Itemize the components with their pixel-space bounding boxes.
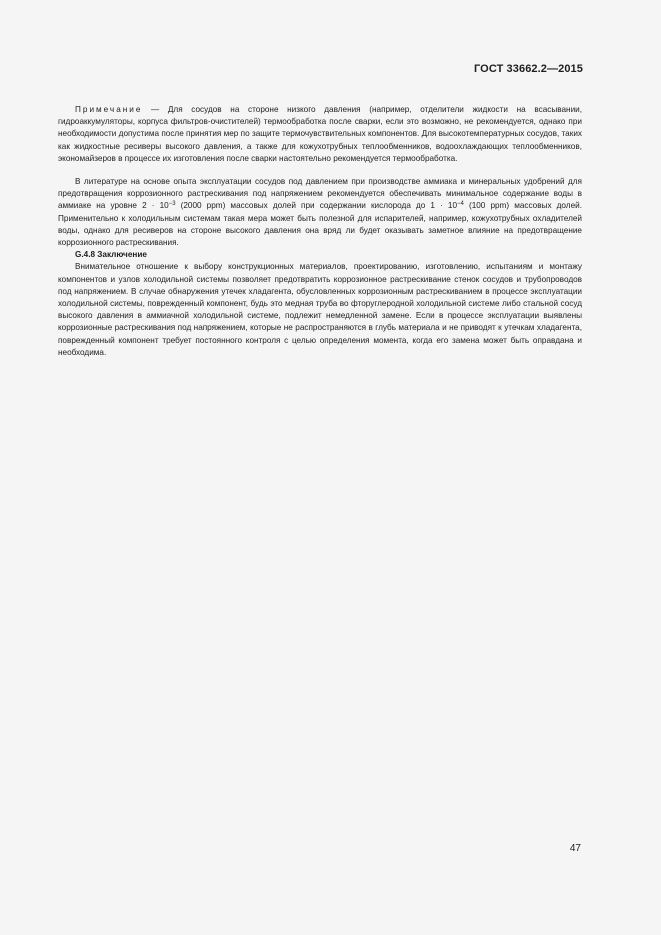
page-number: 47 xyxy=(569,843,581,854)
exponent-2: −4 xyxy=(457,201,464,208)
section-heading: G.4.8 Заключение xyxy=(75,250,147,260)
paragraph-spacer xyxy=(58,165,582,176)
note-label: Примечание xyxy=(75,105,143,114)
literature-text-part2: (2000 ppm) массовых долей при содержании кислорода до 1 · 10 xyxy=(175,201,458,211)
literature-text-part3: (100 ppm) массовых долей. Применительно к холодильным системам такая мера может быть полезной для испарителей, например, кожухотрубных охладителей воды, однако для ресиверов на стороне высокого давления она вряд ли будет оказывать заметное влияние на предотвращение коррозионного растрескивания. xyxy=(58,201,582,248)
exponent-1: −3 xyxy=(168,201,176,208)
note-dash: — xyxy=(142,105,168,114)
page-content xyxy=(58,104,582,359)
literature-text-part1: В литературе на основе опыта эксплуатации сосудов под давлением при производстве аммиака и минеральных удобрений для предотвращения коррозионного растрескивания под напряжением рекомендуется обеспечивать минимальное содержание воды в аммиаке на уровне 2 · 10 xyxy=(58,177,582,211)
note-text: Для сосудов на стороне низкого давления (например, отделители жидкости на всасывании, гидроаккумуляторы, корпуса фильтров-очистителей) термообработка после сварки, если это возможно, не рекомендуется, однако при необходимости допустима после принятия мер по защите термочувствительных компонентов. Для высокотемпературных сосудов, таких как жидкостные ресиверы высокого давления, а также для кожухотрубных теплообменников, водоохлаждающих теплообменников, экономайзеров в процессе их изготовления после сварки настоятельно рекомендуется термообработка. xyxy=(58,105,582,163)
conclusion-paragraph: Внимательное отношение к выбору конструкционных материалов, проектированию, изготовлению, испытаниям и монтажу компонентов и узлов холодильной системы позволяет предотвратить коррозионное растрескивание стенок сосудов и трубопроводов под напряжением. В случае обнаружения утечек хладагента, обусловленных коррозионным растрескиванием в процессе эксплуатации холодильной системы, поврежденный компонент, будь это медная труба во фторуглеродной холодильной системе либо стальной сосуд высокого давления в аммиачной холодильной системе, подлежит немедленной замене. Если в процессе эксплуатации выявлены коррозионные растрескивания под напряжением, которые не распространяются в глубь материала и не приводят к утечкам хладагента, поврежденный компонент требует постоянного контроля с целью определения момента, когда его замена может быть оправдана и необходима. xyxy=(58,262,582,357)
note-paragraph xyxy=(58,104,582,165)
literature-paragraph xyxy=(58,176,582,249)
document-number-header: ГОСТ 33662.2—2015 xyxy=(473,63,583,75)
